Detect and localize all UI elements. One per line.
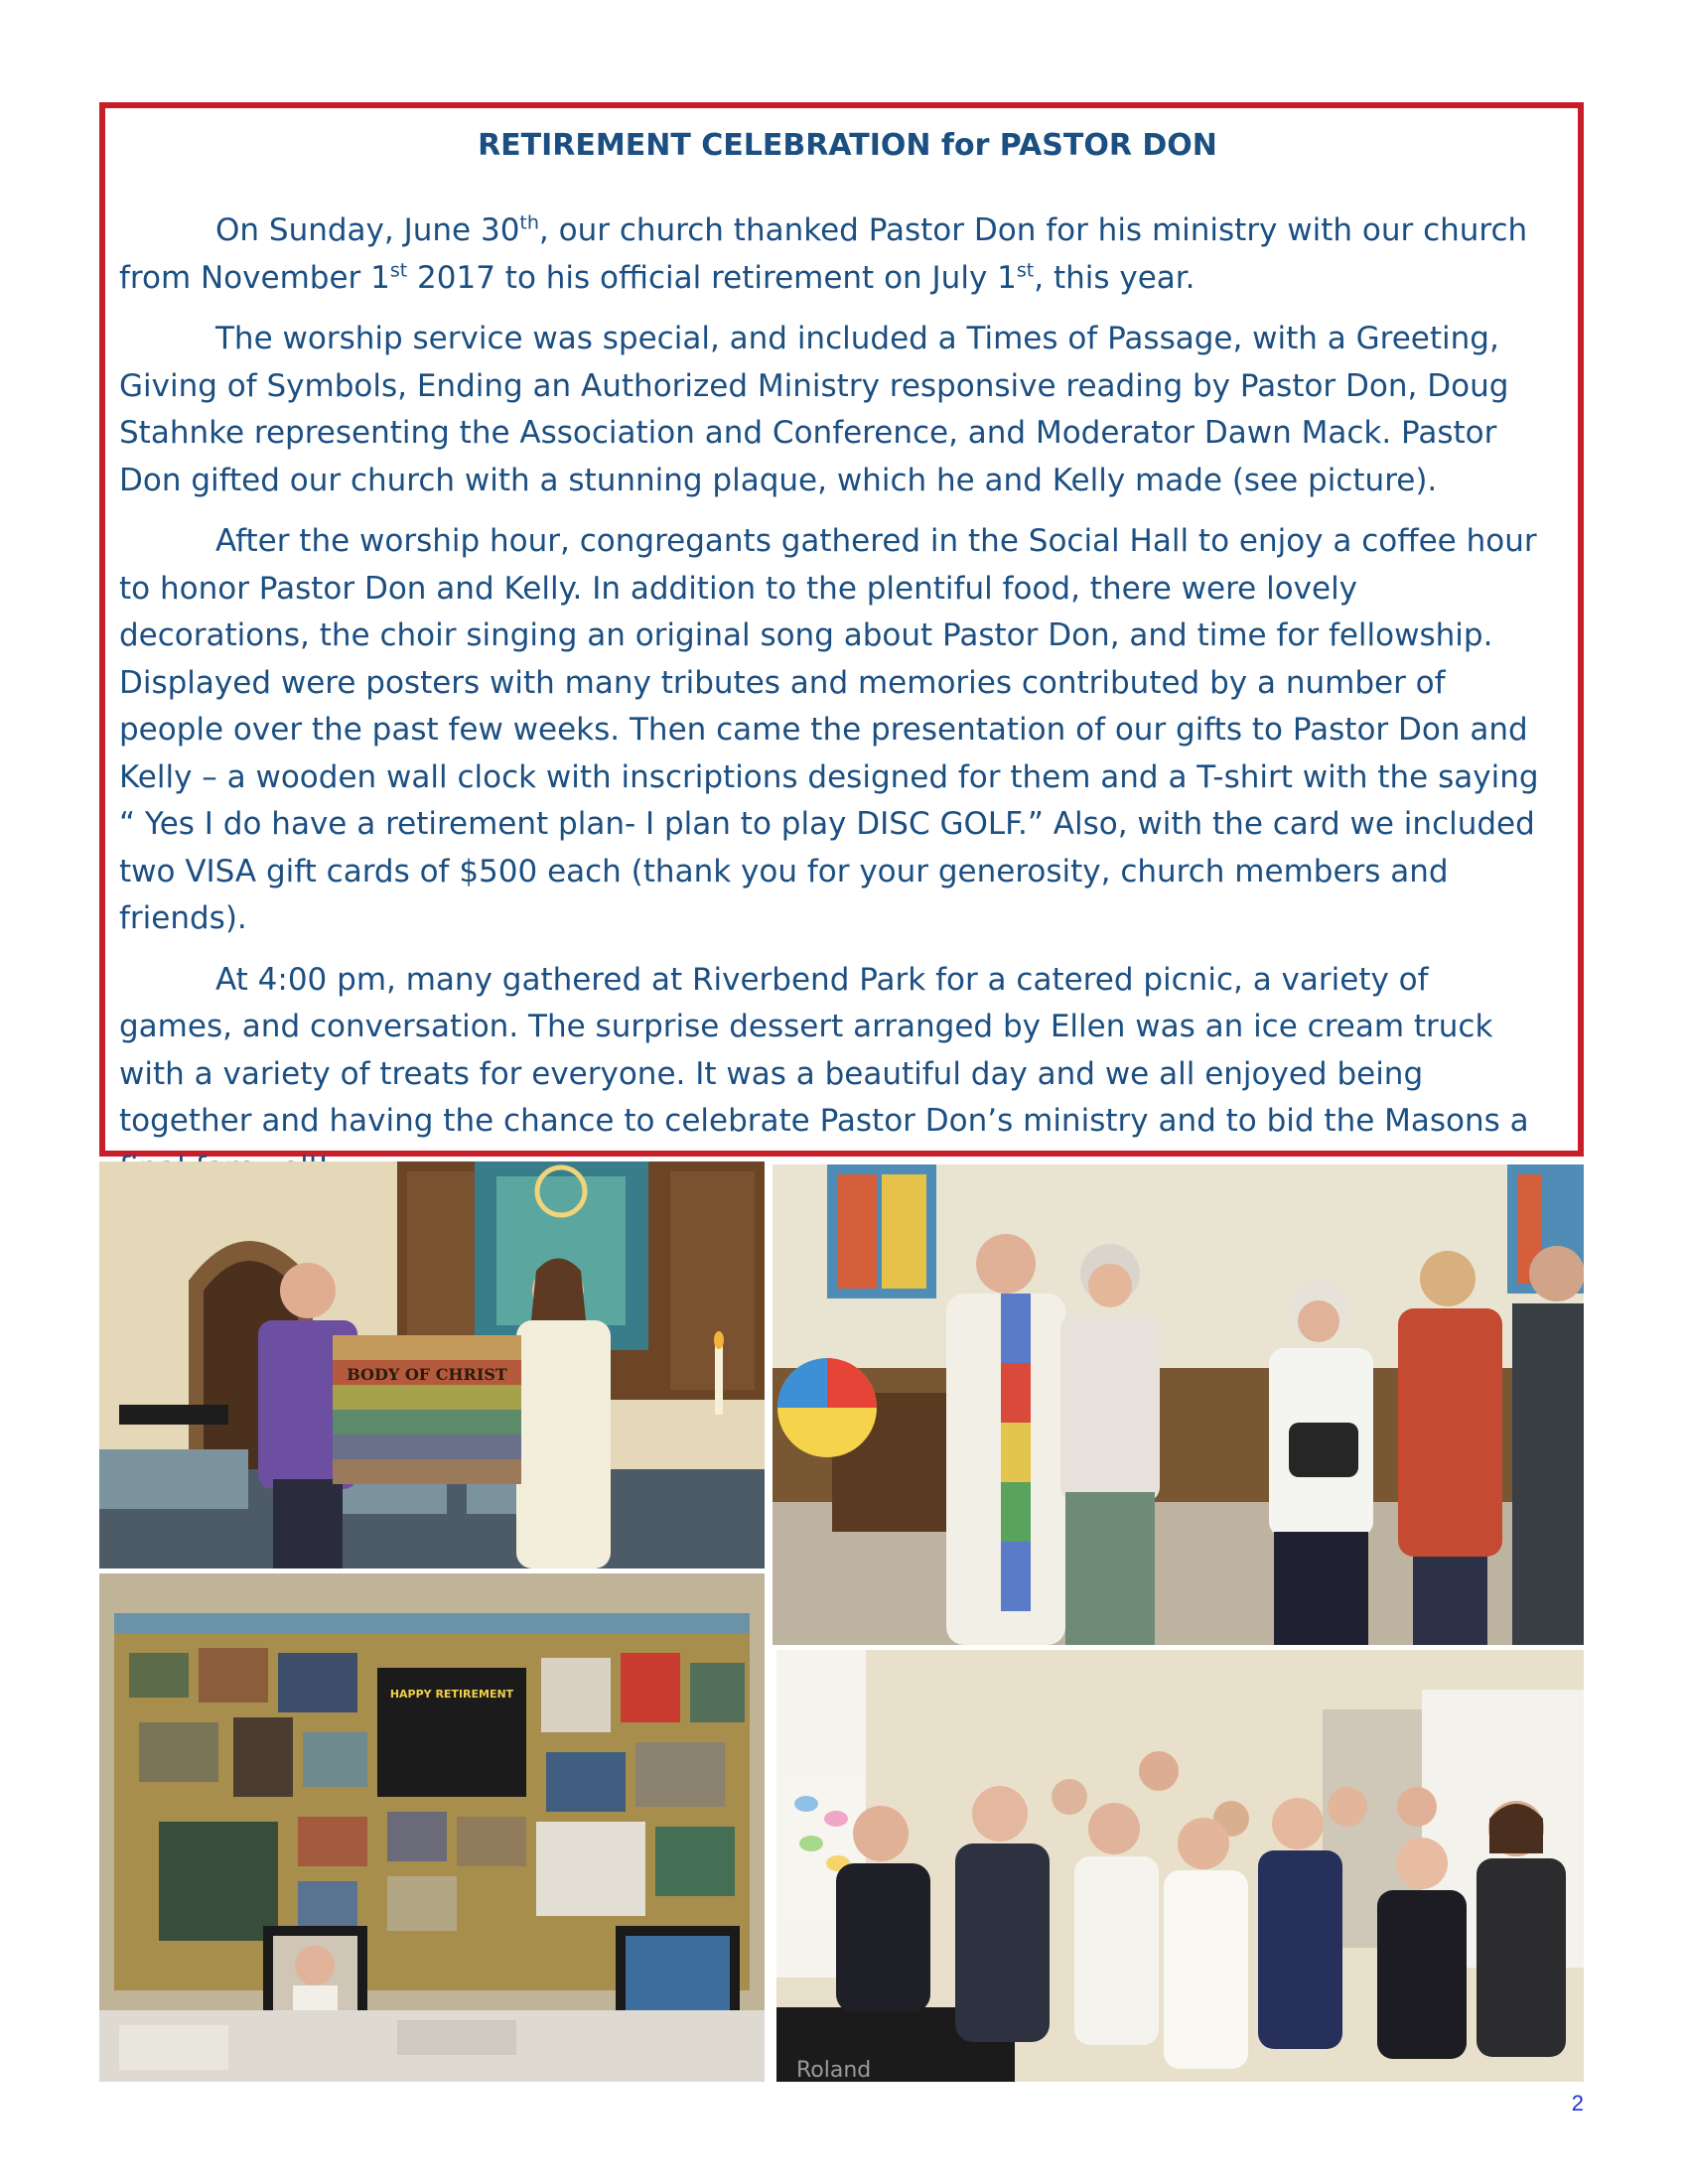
page-number: 2 (1571, 2091, 1584, 2116)
piano-brand-text: Roland (796, 2058, 872, 2082)
greeting-photo (773, 1164, 1584, 1645)
article-paragraph-3: After the worship hour, congregants gathered in the Social Hall to enjoy a coffee hour to honor Pastor Don and Kelly. In addition to the plentiful food, there were lovely decorations, the choir singing an original song about Pastor Don, and time for fellowship. Displayed were posters with many tributes and memories contributed by a number of people over the past few weeks. Then came the presentation of our gifts to Pastor Don and Kelly – a wooden wall clock with inscriptions designed for them and a T-shirt with the saying “ Yes I do have a retirement plan- I plan to play DISC GOLF.” Also, with the card we included two VISA gift cards of $500 each (thank you for your generosity, church members and friends). (119, 523, 1539, 936)
article-box (99, 102, 1584, 1157)
article-paragraph-2: The worship service was special, and included a Times of Passage, with a Greeting, Giving of Symbols, Ending an Authorized Ministry responsive reading by Pastor Don, Doug Stahnke representing the Association and Conference, and Moderator Dawn Mack. Pastor Don gifted our church with a stunning plaque, which he and Kelly made (see picture). (119, 321, 1509, 498)
article-title: RETIREMENT CELEBRATION for PASTOR DON (478, 128, 1217, 163)
p1-text-c: 2017 to his official retirement on July 1 (407, 259, 1017, 296)
choir-photo (776, 1650, 1584, 2082)
p1-sup-a: th (519, 211, 539, 234)
p1-text-d: , this year. (1034, 259, 1196, 296)
poster-banner-text: HAPPY RETIREMENT (389, 1688, 514, 1701)
p1-text-b: , our church thanked Pastor Don for his ministry with our church from November 1 (119, 212, 1528, 296)
article-paragraph-4: At 4:00 pm, many gathered at Riverbend Park for a catered picnic, a variety of games, and conversation. The surprise dessert arranged by Ellen was an ice cream truck with a variety of treats for everyone. It was a beautiful day and we all enjoyed being together and having the chance to celebrate Pastor Don’s ministry and to bid the Masons a (119, 961, 1529, 1139)
plaque-sign-text: BODY OF CHRIST (347, 1365, 507, 1384)
article-paragraph-1 (119, 207, 1540, 302)
plaque-photo (99, 1161, 765, 1569)
p1-sup-b: st (389, 259, 408, 282)
p1-text-a: On Sunday, June 30 (215, 212, 520, 248)
p1-sup-c: st (1016, 259, 1035, 282)
tribute-poster-photo (99, 1573, 765, 2082)
